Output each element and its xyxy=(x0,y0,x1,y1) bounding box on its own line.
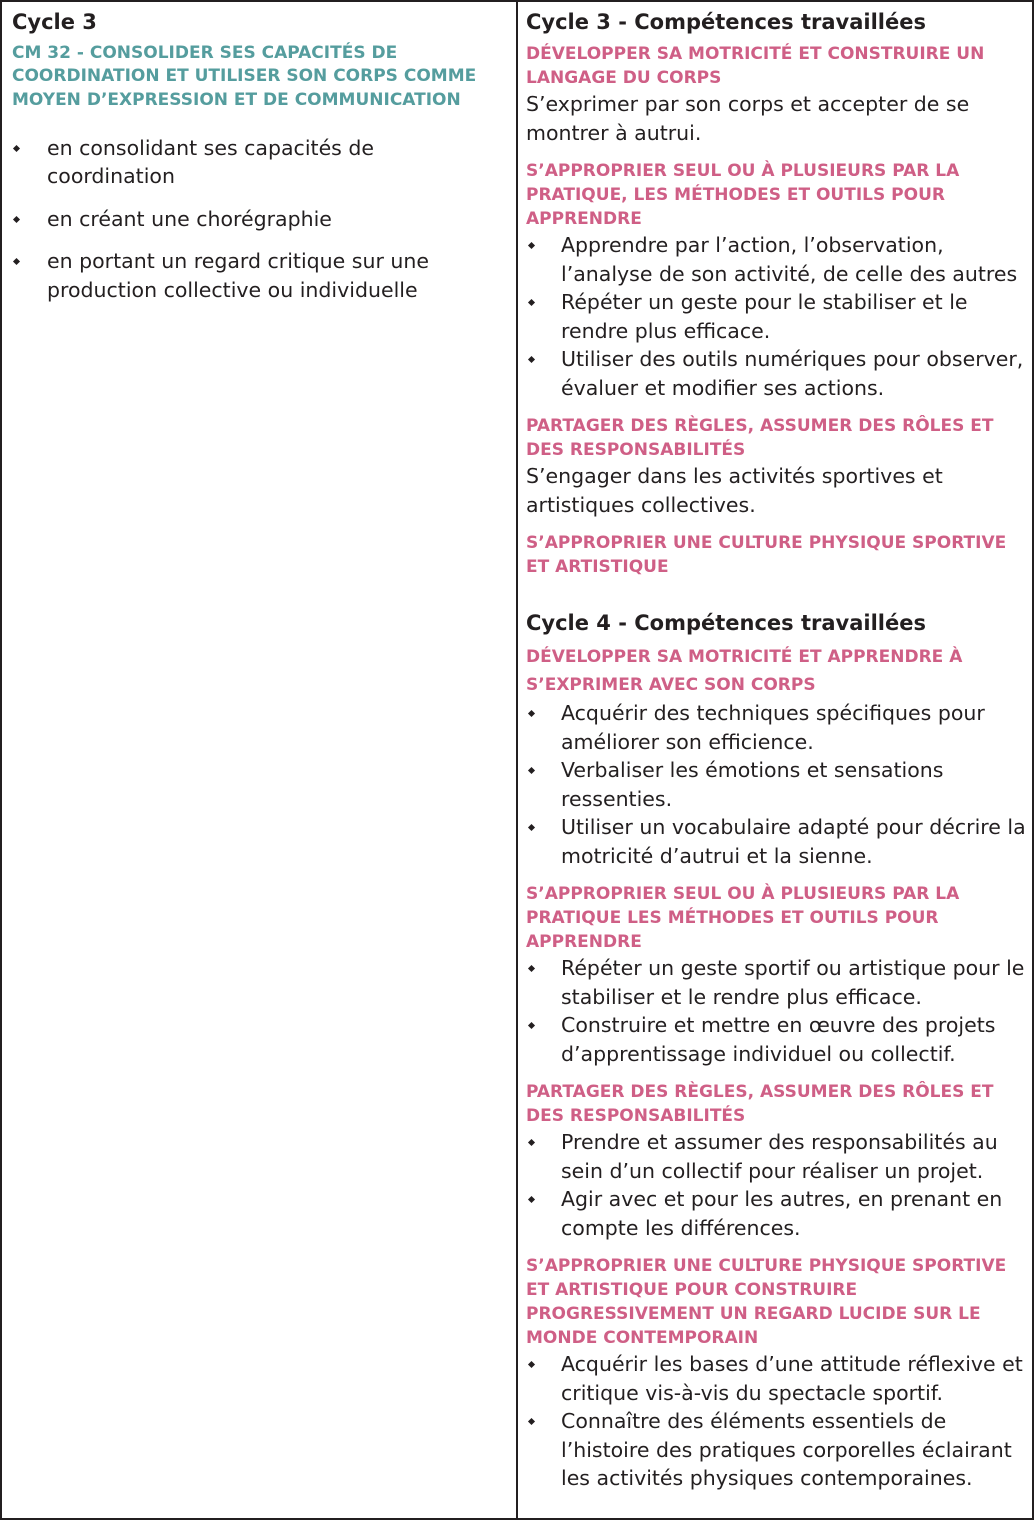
diamond-bullet-icon xyxy=(13,216,20,223)
list-item xyxy=(526,813,1028,870)
section-heading: S’APPROPRIER UNE CULTURE PHYSIQUE SPORTIVE ET ARTISTIQUE POUR CONSTRUIRE PROGRESSIVEMENT UN REGARD LUCIDE SUR LE MONDE CONTEMPORAIN xyxy=(526,1256,1007,1348)
list-item-text: Verbaliser les émotions et sensations ressenties. xyxy=(561,758,944,811)
diamond-bullet-icon xyxy=(528,1196,535,1203)
cycle3-title: Cycle 3 - Compétences travaillées xyxy=(526,10,926,34)
list-item-text: Utiliser un vocabulaire adapté pour décrire la motricité d’autrui et la sienne. xyxy=(561,815,1026,868)
section-list xyxy=(526,231,1028,402)
section-heading: S’APPROPRIER SEUL OU À PLUSIEURS PAR LA PRATIQUE LES MÉTHODES ET OUTILS POUR APPRENDRE xyxy=(526,884,960,952)
cycle3-section-4 xyxy=(526,531,1028,579)
list-item-text: Répéter un geste sportif ou artistique pour le stabiliser et le rendre plus efficace. xyxy=(561,956,1025,1009)
diamond-bullet-icon xyxy=(13,145,20,152)
list-item xyxy=(526,1185,1028,1242)
list-item xyxy=(526,231,1028,288)
diamond-bullet-icon xyxy=(528,965,535,972)
list-item-text: Répéter un geste pour le stabiliser et le rendre plus efficace. xyxy=(561,290,968,343)
section-list xyxy=(526,1128,1028,1242)
left-title: Cycle 3 xyxy=(12,10,97,34)
cycle4-section-2 xyxy=(526,882,1028,1068)
list-item-text: Connaître des éléments essentiels de l’histoire des pratiques corporelles éclairant les activités physiques contemporaines. xyxy=(561,1409,1012,1490)
list-item xyxy=(526,288,1028,345)
diamond-bullet-icon xyxy=(528,824,535,831)
list-item xyxy=(526,1128,1028,1185)
list-item xyxy=(526,345,1028,402)
cycle4-title: Cycle 4 - Compétences travaillées xyxy=(526,611,926,635)
list-item-text: Acquérir les bases d’une attitude réflexive et critique vis-à-vis du spectacle sportif. xyxy=(561,1352,1023,1405)
list-item-text: Construire et mettre en œuvre des projets d’apprentissage individuel ou collectif. xyxy=(561,1013,996,1066)
section-heading: S’APPROPRIER SEUL OU À PLUSIEURS PAR LA PRATIQUE, LES MÉTHODES ET OUTILS POUR APPRENDRE xyxy=(526,161,960,229)
cycle4-section-4 xyxy=(526,1254,1028,1493)
section-text: S’engager dans les activités sportives et artistiques collectives. xyxy=(526,464,943,517)
section-list xyxy=(526,699,1028,870)
section-list xyxy=(526,954,1028,1068)
section-text: S’exprimer par son corps et accepter de se montrer à autrui. xyxy=(526,92,970,145)
diamond-bullet-icon xyxy=(528,242,535,249)
diamond-bullet-icon xyxy=(528,356,535,363)
section-heading: S’APPROPRIER UNE CULTURE PHYSIQUE SPORTIVE ET ARTISTIQUE xyxy=(526,533,1007,577)
list-item-text: en créant une chorégraphie xyxy=(47,206,332,231)
section-heading: DÉVELOPPER SA MOTRICITÉ ET APPRENDRE À S’EXPRIMER AVEC SON CORPS xyxy=(526,647,963,695)
right-column xyxy=(518,2,1032,1518)
section-heading: DÉVELOPPER SA MOTRICITÉ ET CONSTRUIRE UN LANGAGE DU CORPS xyxy=(526,44,985,88)
cycle4-section-1 xyxy=(526,643,1028,870)
section-heading: PARTAGER DES RÈGLES, ASSUMER DES RÔLES ET DES RESPONSABILITÉS xyxy=(526,1082,994,1126)
list-item-text: en consolidant ses capacités de coordination xyxy=(47,135,374,189)
cycle3-section-3 xyxy=(526,414,1028,519)
list-item xyxy=(526,756,1028,813)
diamond-bullet-icon xyxy=(528,299,535,306)
diamond-bullet-icon xyxy=(528,1022,535,1029)
diamond-bullet-icon xyxy=(528,710,535,717)
diamond-bullet-icon xyxy=(528,1361,535,1368)
list-item xyxy=(526,954,1028,1011)
section-heading: PARTAGER DES RÈGLES, ASSUMER DES RÔLES ET DES RESPONSABILITÉS xyxy=(526,416,994,460)
left-list xyxy=(12,134,506,305)
left-column xyxy=(2,2,518,1518)
diamond-bullet-icon xyxy=(13,258,20,265)
list-item xyxy=(526,1011,1028,1068)
list-item-text: en portant un regard critique sur une production collective ou individuelle xyxy=(47,249,429,302)
list-item-text: Apprendre par l’action, l’observation, l’analyse de son activité, de celle des autres xyxy=(561,233,1018,286)
list-item xyxy=(12,205,506,234)
diamond-bullet-icon xyxy=(528,1418,535,1425)
list-item xyxy=(526,1350,1028,1407)
list-item xyxy=(12,134,506,191)
list-item xyxy=(526,699,1028,756)
list-item xyxy=(12,247,506,304)
left-subtitle: CM 32 - CONSOLIDER SES CAPACITÉS DE COORDINATION ET UTILISER SON CORPS COMME MOYEN D’EXPRESSION ET DE COMMUNICATION xyxy=(12,43,477,110)
list-item-text: Agir avec et pour les autres, en prenant en compte les différences. xyxy=(561,1187,1003,1240)
list-item xyxy=(526,1407,1028,1493)
list-item-text: Prendre et assumer des responsabilités au sein d’un collectif pour réaliser un projet. xyxy=(561,1130,998,1183)
diamond-bullet-icon xyxy=(528,767,535,774)
section-list xyxy=(526,1350,1028,1493)
cycle3-section-2 xyxy=(526,159,1028,402)
diamond-bullet-icon xyxy=(528,1139,535,1146)
cycle3-section-1 xyxy=(526,42,1028,147)
cycle4-section-3 xyxy=(526,1080,1028,1242)
list-item-text: Acquérir des techniques spécifiques pour améliorer son efficience. xyxy=(561,701,985,754)
list-item-text: Utiliser des outils numériques pour observer, évaluer et modifier ses actions. xyxy=(561,347,1024,400)
